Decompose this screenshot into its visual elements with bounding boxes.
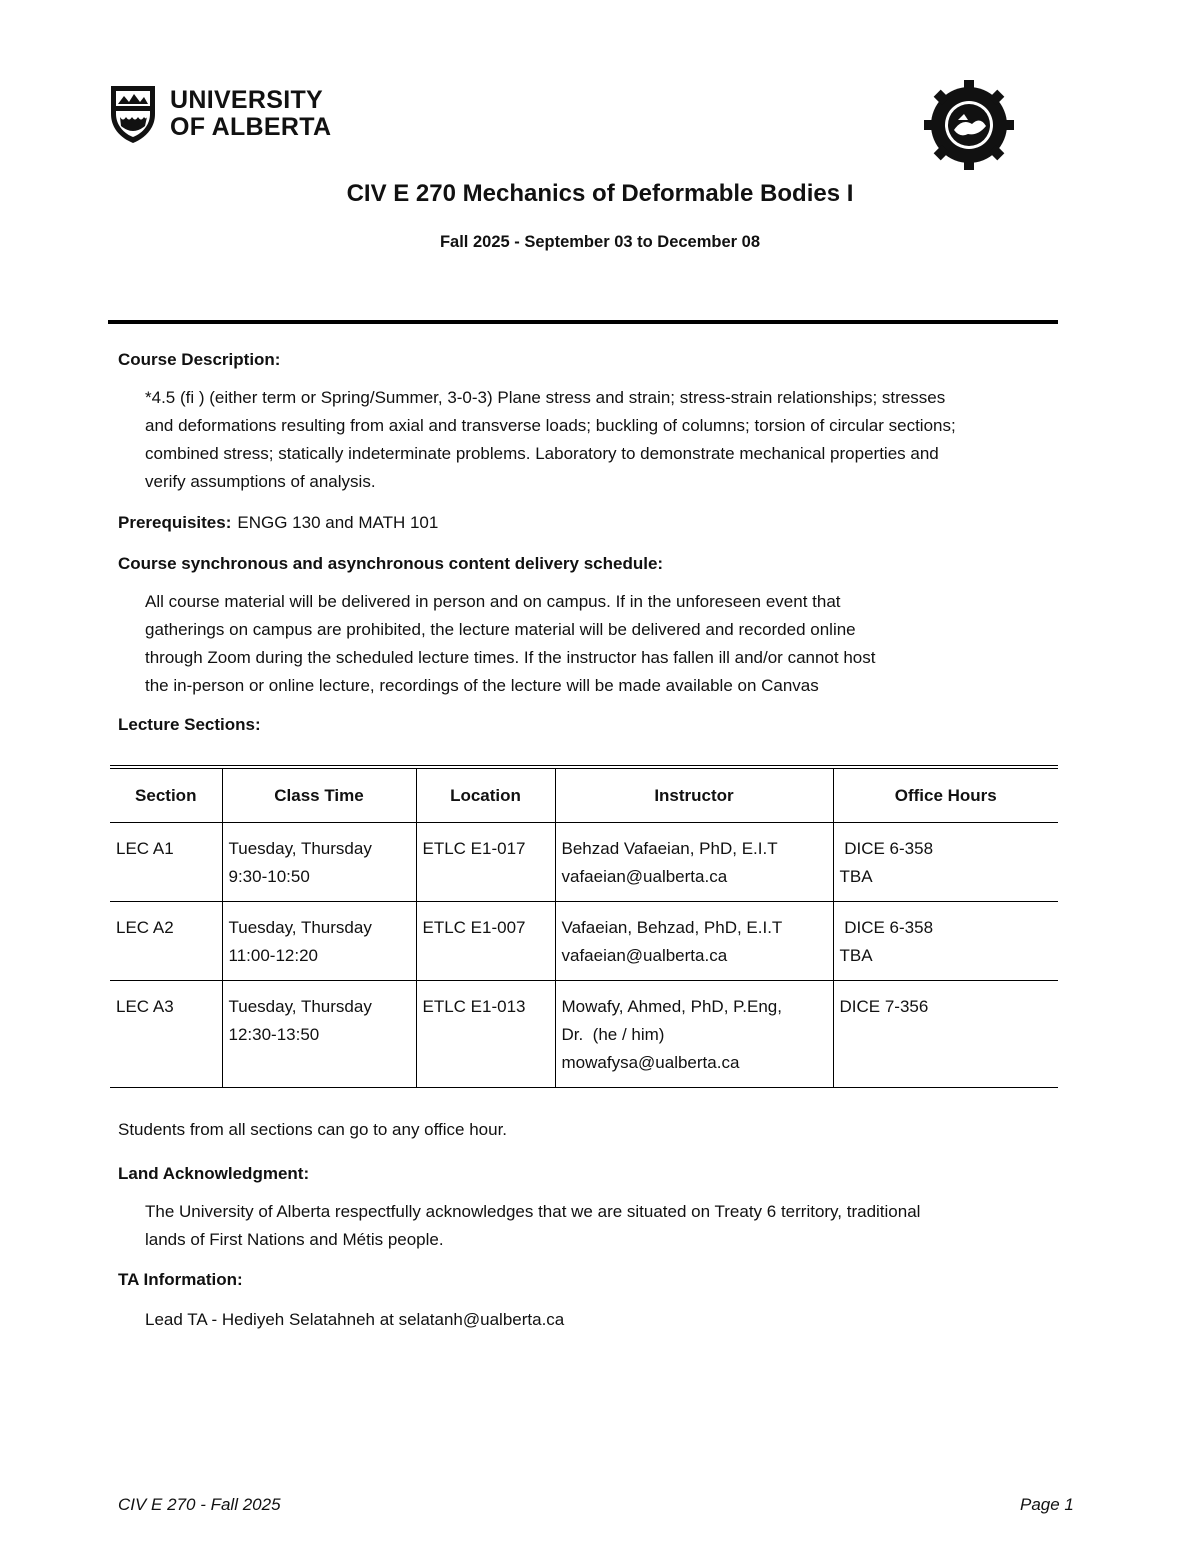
column-header: Office Hours <box>833 767 1058 823</box>
class-hours: 11:00-12:20 <box>228 946 318 965</box>
office-hours-cell <box>833 902 1058 981</box>
description-line: verify assumptions of analysis. <box>145 472 376 491</box>
office-location: DICE 6-358 <box>839 918 934 937</box>
instructor-cell <box>555 981 833 1088</box>
class-time-cell <box>222 902 416 981</box>
course-description-heading: Course Description: <box>118 350 281 369</box>
land-line: The University of Alberta respectfully acknowledges that we are situated on Treaty 6 territory, traditional <box>145 1202 921 1221</box>
description-line: *4.5 (fi ) (either term or Spring/Summer, 3-0-3) Plane stress and strain; stress-strain relationships; stresses <box>145 388 946 407</box>
office-hours-cell <box>833 981 1058 1088</box>
wordmark-line-1: UNIVERSITY <box>170 86 324 114</box>
class-time-cell <box>222 981 416 1088</box>
page-subtitle: Fall 2025 - September 03 to December 08 <box>439 233 761 251</box>
class-days: Tuesday, Thursday <box>228 918 372 937</box>
delivery-line: through Zoom during the scheduled lecture times. If the instructor has fallen ill and/or cannot host <box>145 648 876 667</box>
location-cell: ETLC E1-007 <box>416 902 555 981</box>
delivery-heading: Course synchronous and asynchronous content delivery schedule: <box>118 554 664 573</box>
prerequisites-value: ENGG 130 and MATH 101 <box>237 513 439 532</box>
table-row <box>110 981 1058 1088</box>
instructor-email: mowafysa@ualberta.ca <box>561 1053 740 1072</box>
wordmark-line-2: OF ALBERTA <box>170 113 332 141</box>
lecture-sections-heading: Lecture Sections: <box>118 715 261 734</box>
class-time-cell <box>222 823 416 902</box>
ta-information-heading: TA Information: <box>118 1270 243 1289</box>
column-header: Instructor <box>555 767 833 823</box>
instructor-pronouns: Dr. (he / him) <box>561 1025 665 1044</box>
delivery-line: All course material will be delivered in person and on campus. If in the unforeseen event that <box>145 592 841 611</box>
office-time: TBA <box>839 867 873 886</box>
location-cell: ETLC E1-017 <box>416 823 555 902</box>
prerequisites-heading: Prerequisites: <box>118 513 232 532</box>
class-days: Tuesday, Thursday <box>228 997 372 1016</box>
instructor-name: Behzad Vafaeian, PhD, E.I.T <box>561 839 778 858</box>
lecture-sections-table <box>110 765 1058 1088</box>
prerequisites <box>118 513 438 533</box>
ta-information-text: Lead TA - Hediyeh Selatahneh at selatanh@ualberta.ca <box>145 1310 565 1329</box>
office-time: TBA <box>839 946 873 965</box>
column-header: Class Time <box>222 767 416 823</box>
column-header: Section <box>110 767 222 823</box>
table-header-row <box>110 767 1058 823</box>
page-number: Page 1 <box>1020 1495 1074 1514</box>
instructor-email: vafaeian@ualberta.ca <box>561 946 728 965</box>
office-location: DICE 7-356 <box>839 997 929 1016</box>
university-of-alberta-logo <box>108 84 338 146</box>
class-days: Tuesday, Thursday <box>228 839 372 858</box>
section-cell: LEC A2 <box>110 902 222 981</box>
engineering-seal-icon <box>924 80 1014 170</box>
page-title: CIV E 270 Mechanics of Deformable Bodies I <box>346 180 854 207</box>
office-location: DICE 6-358 <box>839 839 934 858</box>
delivery-text <box>145 588 1025 700</box>
land-acknowledgment-heading: Land Acknowledgment: <box>118 1164 310 1183</box>
course-description-text <box>145 384 1095 496</box>
instructor-cell <box>555 823 833 902</box>
shield-icon <box>108 84 158 144</box>
table-row <box>110 902 1058 981</box>
column-header: Location <box>416 767 555 823</box>
section-cell: LEC A3 <box>110 981 222 1088</box>
footer-course: CIV E 270 - Fall 2025 <box>118 1495 281 1514</box>
office-hours-cell <box>833 823 1058 902</box>
description-line: and deformations resulting from axial and transverse loads; buckling of columns; torsion of circular sections; <box>145 416 956 435</box>
table-row <box>110 823 1058 902</box>
divider <box>108 320 1058 324</box>
class-hours: 12:30-13:50 <box>228 1025 320 1044</box>
location-cell: ETLC E1-013 <box>416 981 555 1088</box>
delivery-line: gatherings on campus are prohibited, the lecture material will be delivered and recorded online <box>145 620 856 639</box>
office-hour-note: Students from all sections can go to any office hour. <box>118 1120 508 1139</box>
university-wordmark <box>170 87 331 141</box>
instructor-name: Vafaeian, Behzad, PhD, E.I.T <box>561 918 783 937</box>
section-cell: LEC A1 <box>110 823 222 902</box>
instructor-email: vafaeian@ualberta.ca <box>561 867 728 886</box>
delivery-line: the in-person or online lecture, recordings of the lecture will be made available on Canvas <box>145 676 819 695</box>
class-hours: 9:30-10:50 <box>228 867 310 886</box>
description-line: combined stress; statically indeterminate problems. Laboratory to demonstrate mechanical properties and <box>145 444 939 463</box>
instructor-name: Mowafy, Ahmed, PhD, P.Eng, <box>561 997 782 1016</box>
land-acknowledgment-text <box>145 1198 1065 1254</box>
land-line: lands of First Nations and Métis people. <box>145 1230 444 1249</box>
instructor-cell <box>555 902 833 981</box>
